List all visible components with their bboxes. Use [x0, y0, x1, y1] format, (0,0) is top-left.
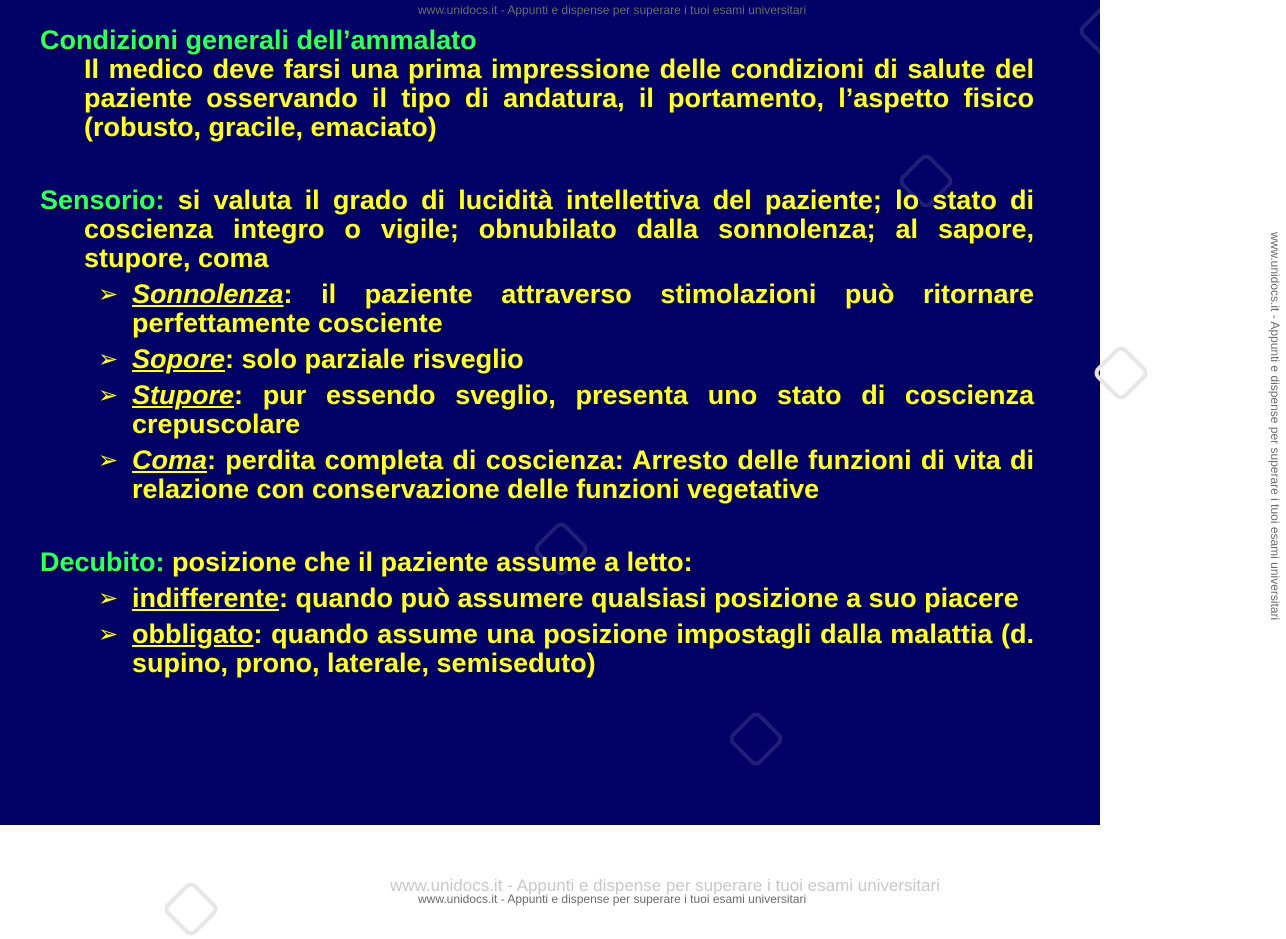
bullet-list — [40, 584, 1034, 678]
section-text: Il medico deve farsi una prima impressione delle condizioni di salute del paziente osservando il tipo di andatura, il portamento, l’aspetto fisico (robusto, gracile, emaciato) — [84, 54, 1034, 142]
list-item — [98, 583, 1034, 613]
list-item — [98, 344, 1034, 374]
term: indifferente — [132, 583, 280, 613]
term: Coma — [132, 445, 208, 475]
section-title: Sensorio: — [40, 185, 165, 215]
section-paragraph — [40, 548, 1034, 577]
arrow-bullet-icon: ➢ — [98, 585, 119, 612]
list-item — [98, 445, 1034, 504]
arrow-bullet-icon: ➢ — [98, 382, 119, 409]
watermark-top: www.unidocs.it - Appunti e dispense per superare i tuoi esami universitari — [418, 3, 807, 17]
list-item — [98, 380, 1034, 439]
section-title: Decubito: — [40, 547, 165, 577]
arrow-bullet-icon: ➢ — [98, 621, 119, 648]
list-item — [98, 279, 1034, 338]
list-item — [98, 619, 1034, 678]
watermark-logo-icon — [1076, 1, 1100, 60]
arrow-bullet-icon: ➢ — [98, 281, 119, 308]
section-text: posizione che il paziente assume a letto: — [164, 547, 693, 577]
term: Sonnolenza — [132, 279, 284, 309]
watermark-logo-icon — [161, 879, 220, 938]
definition: : pur essendo sveglio, presenta uno stato di coscienza crepuscolare — [132, 380, 1034, 439]
term: Sopore — [132, 344, 226, 374]
watermark-bottom: www.unidocs.it - Appunti e dispense per superare i tuoi esami universitari — [418, 892, 807, 906]
bullet-list — [40, 280, 1034, 504]
watermark-logo-icon — [1091, 343, 1150, 402]
section-condizioni — [40, 26, 1034, 142]
section-decubito — [40, 548, 1034, 678]
definition: : quando può assumere qualsiasi posizione a suo piacere — [279, 583, 1019, 613]
term: obbligato — [132, 619, 254, 649]
section-paragraph — [40, 186, 1034, 273]
slide-content — [40, 26, 1034, 678]
definition: : quando assume una posizione impostagli dalla malattia (d. supino, prono, laterale, semiseduto) — [132, 619, 1034, 678]
term: Stupore — [132, 380, 235, 410]
watermark-bottom-faint: www.unidocs.it - Appunti e dispense per superare i tuoi esami universitari — [390, 876, 940, 895]
arrow-bullet-icon: ➢ — [98, 447, 119, 474]
section-title: Condizioni generali dell’ammalato — [40, 25, 477, 55]
watermark-logo-icon — [726, 709, 785, 768]
section-text: si valuta il grado di lucidità intellettiva del paziente; lo stato di coscienza integro o vigile; obnubilato dalla sonnolenza; al sapore, stupore, coma — [84, 185, 1034, 273]
definition: : solo parziale risveglio — [225, 344, 524, 374]
definition: : il paziente attraverso stimolazioni può ritornare perfettamente cosciente — [132, 279, 1034, 338]
watermark-right: www.unidocs.it - Appunti e dispense per superare i tuoi esami universitari — [1268, 232, 1282, 621]
definition: : perdita completa di coscienza: Arresto delle funzioni di vita di relazione con conservazione delle funzioni vegetative — [132, 445, 1034, 504]
arrow-bullet-icon: ➢ — [98, 346, 119, 373]
section-sensorio — [40, 186, 1034, 504]
